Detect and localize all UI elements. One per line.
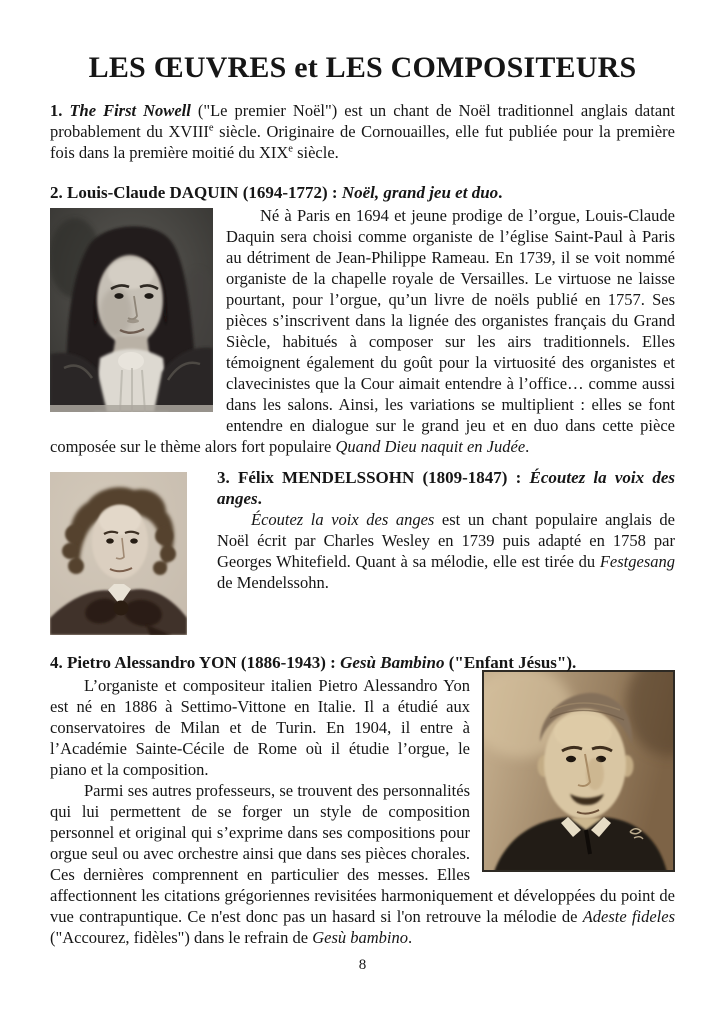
work-title-quand-dieu-naquit: Quand Dieu naquit en Judée	[335, 437, 526, 456]
section-1-text-c: siècle.	[292, 143, 339, 162]
work-title-festgesang: Festgesang	[599, 552, 675, 571]
section-4-text-b: ("Accourez, fidèles") dans le refrain de	[50, 928, 313, 947]
section-4-heading-main: 4. Pietro Alessandro YON (1886-1943) :	[50, 653, 341, 672]
work-title-gesu-bambino-inline: Gesù bambino	[312, 928, 409, 947]
section-3-text-b: de Mendelssohn.	[217, 573, 329, 592]
section-2-heading-end: .	[498, 183, 503, 202]
mendelssohn-portrait	[50, 472, 187, 635]
page-number: 8	[358, 957, 367, 973]
section-1-text-a: ("Le premier Noël") est un chant de Noël traditionnel anglais datant probablement du XVIII	[50, 101, 676, 141]
section-2-text-b: .	[525, 437, 530, 456]
section-2-heading	[50, 182, 675, 203]
section-2-text-a: Né à Paris en 1694 et jeune prodige de l’orgue, Louis-Claude Daquin sera choisi comme organiste de l’église Saint-Paul à Paris au détriment de Jean-Philippe Rameau. En 1739, il se voit nommé organiste de la chapelle royale de Versailles. Le virtuose ne laisse pourtant, pour l’orgue, qu’un livre de noëls publié en 1757. Ses pièces s’inscrivent dans la lignée des organistes français du Grand Siècle, habitués à composer sur les airs traditionnels. Elles témoignent également du goût pour la virtuosité des organistes et clavecinistes que la Cour aimait entendre à l’office… comme aussi dans les salons. Ainsi, les variations se multiplient : elles se font entendre en dialogue sur le grand jeu et en duo dans cette pièce composée sur le thème alors fort populaire	[50, 206, 675, 456]
section-1-paragraph	[50, 100, 675, 163]
section-4-text-c: .	[408, 928, 413, 947]
section-2	[50, 182, 675, 457]
page-title: LES ŒUVRES et LES COMPOSITEURS	[88, 51, 637, 84]
superscript-e: e	[208, 122, 214, 134]
yon-portrait	[482, 670, 675, 872]
section-2-body	[50, 205, 675, 457]
work-title-the-first-nowell: The First Nowell	[69, 101, 191, 120]
section-4-body	[50, 675, 675, 948]
section-3-text-a: est un chant populaire anglais de Noël écrit par Charles Wesley en 1739 puis adapté en 1758 par Georges Whitefield. Quant à sa mélodie, elle est tirée du	[217, 510, 675, 571]
section-4-paragraph-1: L’organiste et compositeur italien Pietro Alessandro Yon est né en 1886 à Settimo-Vittone en Italie. Il a étudié aux conservatoires de Milan et de Turin. En 1904, il entre à l’Académie Sainte-Cécile de Rome où il étudie l’orgue, le piano et la composition.	[50, 676, 470, 779]
section-1-text-b: siècle. Originaire de Cornouailles, elle fut publiée pour la première fois dans la première moitié du XIX	[50, 122, 675, 162]
section-4-text-a: Parmi ses autres professeurs, se trouvent des personnalités qui lui permettent de se forger un style de composition personnel et original qui s’exprime dans ses compositions pour orgue seul ou avec orchestre ainsi que dans ses pièces chorales. Ces dernières comprennent en particulier des messes. Elles affectionnent les citations grégoriennes revisitées harmoniquement et développées du point de vue contrapuntique. Ce n'est donc pas un hasard si l'on retrouve la mélodie de	[50, 781, 675, 926]
work-title-gesu-bambino: Gesù Bambino	[340, 653, 445, 672]
section-3-heading-end: .	[257, 489, 262, 508]
section-3	[50, 467, 675, 635]
work-title-noel-grand-jeu: Noël, grand jeu et duo	[341, 183, 499, 202]
work-title-ecoutez-la-voix: Écoutez la voix des anges	[217, 468, 675, 508]
superscript-e: e	[288, 143, 293, 155]
daquin-portrait	[50, 208, 213, 412]
section-2-heading-main: 2. Louis-Claude DAQUIN (1694-1772) :	[50, 183, 342, 202]
section-4-heading-end: ("Enfant Jésus").	[444, 653, 577, 672]
work-title-adeste-fideles: Adeste fideles	[582, 907, 675, 926]
section-1-number: 1.	[50, 101, 70, 120]
section-4	[50, 652, 675, 948]
work-title-ecoutez-inline: Écoutez la voix des anges	[251, 510, 435, 529]
section-3-heading-main: 3. Félix MENDELSSOHN (1809-1847) :	[217, 468, 530, 487]
